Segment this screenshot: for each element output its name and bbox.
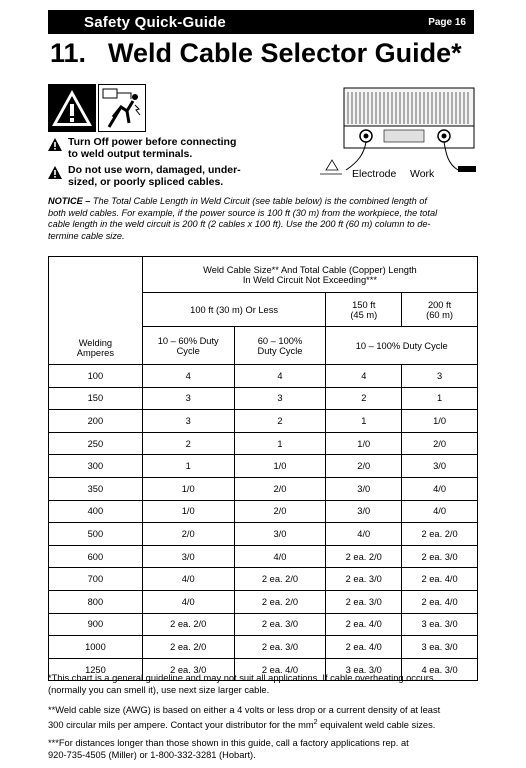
cable-size-cell: 4 [234, 365, 326, 388]
table-row [49, 432, 478, 455]
cable-size-cell: 1 [142, 455, 234, 478]
warning-icon [48, 166, 62, 180]
amperes-cell: 200 [49, 410, 143, 433]
amperes-cell: 350 [49, 477, 143, 500]
cable-size-cell: 3/0 [326, 500, 402, 523]
table-row [49, 568, 478, 591]
page-number: Page 16 [428, 16, 466, 28]
cable-size-cell: 2 ea. 3/0 [402, 545, 478, 568]
amperes-cell: 600 [49, 545, 143, 568]
cable-size-cell: 2/0 [234, 477, 326, 500]
cable-size-cell: 3/0 [326, 477, 402, 500]
work-label: Work [410, 168, 435, 180]
cable-size-cell: 2 [142, 432, 234, 455]
cable-size-cell: 4 ea. 3/0 [402, 658, 478, 681]
table-row [49, 545, 478, 568]
cable-size-cell: 4/0 [326, 523, 402, 546]
amperes-cell: 500 [49, 523, 143, 546]
cable-size-cell: 4/0 [142, 568, 234, 591]
cable-size-cell: 1/0 [142, 477, 234, 500]
table-row [49, 387, 478, 410]
cable-size-cell: 3/0 [142, 545, 234, 568]
weld-cable-table [48, 256, 478, 681]
amperes-cell: 700 [49, 568, 143, 591]
amperes-cell: 400 [49, 500, 143, 523]
cable-size-cell: 1/0 [234, 455, 326, 478]
cable-size-cell: 2/0 [326, 455, 402, 478]
cable-size-cell: 3 ea. 3/0 [326, 658, 402, 681]
cable-size-cell: 4/0 [234, 545, 326, 568]
table-row [49, 477, 478, 500]
cable-size-cell: 4 [142, 365, 234, 388]
cable-size-cell: 3 [234, 387, 326, 410]
warning-damaged-cables: Do not use worn, damaged, under- sized, or poorly spliced cables. [48, 164, 241, 188]
cable-size-cell: 1 [234, 432, 326, 455]
duty-10-100-header: 10 – 100% Duty Cycle [326, 327, 478, 365]
table-row [49, 455, 478, 478]
section-title: Weld Cable Selector Guide* [108, 38, 462, 68]
cable-size-cell: 1/0 [142, 500, 234, 523]
electrode-label: Electrode [352, 168, 397, 180]
cable-size-cell: 3 ea. 3/0 [402, 613, 478, 636]
cable-size-cell: 2/0 [142, 523, 234, 546]
cable-size-cell: 1/0 [326, 432, 402, 455]
cable-size-cell: 4/0 [402, 500, 478, 523]
footnote-3: ***For distances longer than those shown in this guide, call a factory applications rep. at 920-735-4505 (Miller) or 1-800-332-3281 (Hobart). [48, 738, 409, 760]
amperes-cell: 250 [49, 432, 143, 455]
amperes-cell: 1000 [49, 636, 143, 659]
table-row [49, 500, 478, 523]
cable-size-cell: 2 [234, 410, 326, 433]
footnote-2: **Weld cable size (AWG) is based on either a 4 volts or less drop or a current density of at least 300 circular mils per ampere. Contact your distributor for the $mm^2$ equivalent weld cable sizes. [48, 705, 441, 730]
warning-icon [48, 138, 62, 152]
length-200-header: 200 ft (60 m) [402, 293, 478, 327]
cable-size-cell: 1 [326, 410, 402, 433]
page-title [50, 38, 462, 69]
table-row [49, 365, 478, 388]
cable-size-cell: 3 ea. 3/0 [402, 636, 478, 659]
table-row [49, 523, 478, 546]
cable-size-cell: 2 [326, 387, 402, 410]
cable-size-cell: 2 ea. 4/0 [234, 658, 326, 681]
cable-size-cell: 2 ea. 3/0 [234, 613, 326, 636]
cable-size-cell: 4/0 [402, 477, 478, 500]
warning-pictograms [48, 84, 146, 132]
welder-illustration [318, 84, 478, 182]
amperes-cell: 300 [49, 455, 143, 478]
cable-size-cell: 2 ea. 2/0 [142, 613, 234, 636]
cable-size-cell: 3 [142, 410, 234, 433]
table-row [49, 590, 478, 613]
amperes-cell: 800 [49, 590, 143, 613]
cable-size-cell: 3 [142, 387, 234, 410]
table-row [49, 410, 478, 433]
cable-size-cell: 3 [402, 365, 478, 388]
cable-size-cell: 2 ea. 4/0 [402, 590, 478, 613]
cable-size-cell: 3/0 [402, 455, 478, 478]
cable-size-cell: 2 ea. 3/0 [326, 568, 402, 591]
cable-size-cell: 2 ea. 4/0 [326, 613, 402, 636]
table-row [49, 613, 478, 636]
cable-size-cell: 2 ea. 3/0 [234, 636, 326, 659]
cable-size-cell: 2 ea. 2/0 [142, 636, 234, 659]
footnote-1: *This chart is a general guideline and may not suit all applications. If cable overheating occurs (normally you can smell it), use next size larger cable. [48, 673, 434, 695]
warning-triangle-icon [48, 84, 96, 132]
cable-size-cell: 2 ea. 2/0 [402, 523, 478, 546]
cable-size-cell: 2 ea. 3/0 [142, 658, 234, 681]
cable-size-cell: 2 ea. 2/0 [234, 568, 326, 591]
cable-size-cell: 2 ea. 4/0 [326, 636, 402, 659]
table-row [49, 636, 478, 659]
cable-size-cell: 4/0 [142, 590, 234, 613]
table-body [49, 365, 478, 681]
cable-size-header: Weld Cable Size** And Total Cable (Copper) Length In Weld Circuit Not Exceeding*** [142, 257, 477, 293]
welding-amperes-header: Welding Amperes [49, 257, 143, 365]
length-100-header: 100 ft (30 m) Or Less [142, 293, 326, 327]
header-title: Safety Quick-Guide [84, 13, 226, 31]
cable-size-cell: 2/0 [234, 500, 326, 523]
cable-size-cell: 3/0 [234, 523, 326, 546]
cable-size-cell: 2/0 [402, 432, 478, 455]
cable-size-cell: 4 [326, 365, 402, 388]
cable-size-cell: 2 ea. 2/0 [234, 590, 326, 613]
header-bar [48, 10, 474, 34]
cable-size-cell: 1/0 [402, 410, 478, 433]
amperes-cell: 900 [49, 613, 143, 636]
notice-paragraph: NOTICE – The Total Cable Length in Weld Circuit (see table below) is the combined length of both weld cables. For example, if the power source is 100 ft (30 m) from the workpiece, the total cable length in the weld circuit is 200 ft (2 cables x 100 ft). Use the 200 ft (60 m) column to de- termine cable size. [48, 196, 438, 241]
cable-size-cell: 2 ea. 2/0 [326, 545, 402, 568]
cable-size-cell: 2 ea. 4/0 [402, 568, 478, 591]
duty-10-60-header: 10 – 60% Duty Cycle [142, 327, 234, 365]
cable-size-cell: 2 ea. 3/0 [326, 590, 402, 613]
section-number: 11. [50, 38, 87, 68]
electric-shock-icon [98, 84, 146, 132]
amperes-cell: 150 [49, 387, 143, 410]
duty-60-100-header: 60 – 100% Duty Cycle [234, 327, 326, 365]
amperes-cell: 1250 [49, 658, 143, 681]
amperes-cell: 100 [49, 365, 143, 388]
warning-power-off: Turn Off power before connecting to weld output terminals. [48, 136, 236, 160]
cable-size-cell: 1 [402, 387, 478, 410]
length-150-header: 150 ft (45 m) [326, 293, 402, 327]
